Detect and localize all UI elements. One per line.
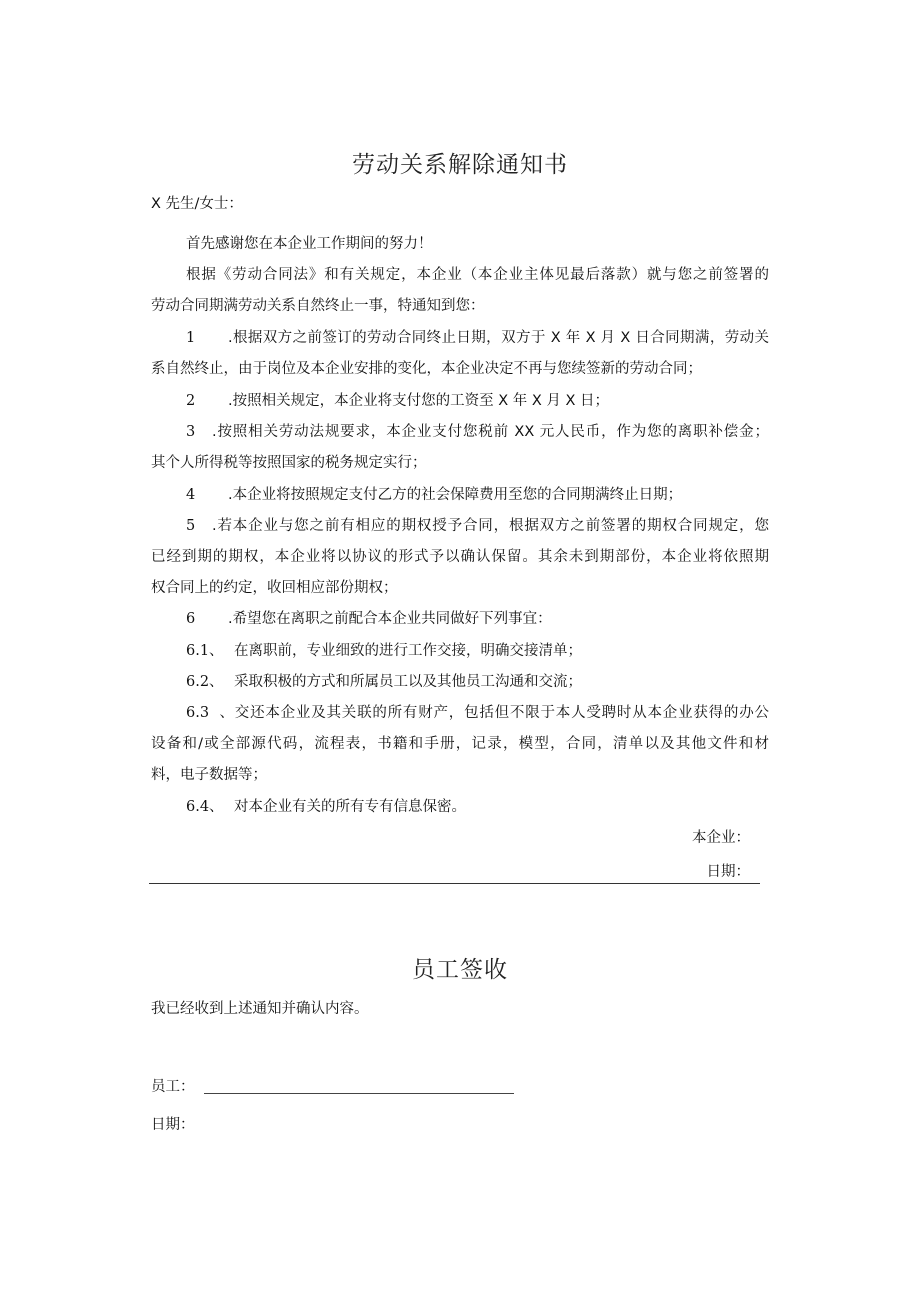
receipt-date-label: 日期： xyxy=(151,1117,195,1133)
item-1-line-1: 1 .根据双方之前签订的劳动合同终止日期，双方于 X 年 X 月 X 日合同期满，劳动关 xyxy=(186,330,769,346)
item-5-line-1: 5 .若本企业与您之前有相应的期权授予合同，根据双方之前签署的期权合同规定，您 xyxy=(186,518,769,534)
subitem-6-4: 6.4、 对本企业有关的所有专有信息保密。 xyxy=(186,799,466,815)
subitem-6-4-number: 6.4、 xyxy=(186,799,224,815)
subitem-6-2-number: 6.2、 xyxy=(186,674,224,690)
notice-date-label: 日期： xyxy=(706,864,750,880)
item-5-line-3: 权合同上的约定，收回相应部份期权； xyxy=(151,580,398,596)
item-5-line-2: 已经到期的期权，本企业将以协议的形式予以确认保留。其余未到期部份，本企业将依照期 xyxy=(151,549,769,565)
intro-line-1: 根据《劳动合同法》和有关规定，本企业（本企业主体见最后落款）就与您之前签署的 xyxy=(186,267,769,283)
subitem-6-1: 6.1、 在离职前，专业细致的进行工作交接，明确交接清单； xyxy=(186,643,582,659)
employee-signature-line xyxy=(204,1093,514,1094)
salutation: X 先生/女士： xyxy=(151,196,243,212)
receipt-title: 员工签收 xyxy=(412,957,508,983)
item-5-number: 5 xyxy=(186,518,196,534)
item-4-line-1: 4 .本企业将按照规定支付乙方的社会保障费用至您的合同期满终止日期； xyxy=(186,487,683,503)
item-2-line-1: 2 .按照相关规定，本企业将支付您的工资至 X 年 X 月 X 日； xyxy=(186,393,610,409)
item-4-number: 4 xyxy=(186,487,196,503)
item-1-number: 1 xyxy=(186,330,196,346)
employee-label: 员工： xyxy=(151,1079,195,1095)
subitem-6-1-number: 6.1、 xyxy=(186,643,224,659)
item-6-number: 6 xyxy=(186,611,196,627)
item-3-line-1: 3 .按照相关劳动法规要求，本企业支付您税前 XX 元人民币，作为您的离职补偿金； xyxy=(186,424,769,440)
intro-line-2: 劳动合同期满劳动关系自然终止一事，特通知到您： xyxy=(151,298,485,314)
company-signature-label: 本企业： xyxy=(692,830,750,846)
thanks-paragraph: 首先感谢您在本企业工作期间的努力！ xyxy=(186,236,433,252)
subitem-6-2: 6.2、 采取积极的方式和所属员工以及其他员工沟通和交流； xyxy=(186,674,582,690)
subitem-6-3-number: 6.3、 xyxy=(186,705,234,721)
item-3-line-2: 其个人所得税等按照国家的税务规定实行； xyxy=(151,455,427,471)
receipt-statement: 我已经收到上述通知并确认内容。 xyxy=(151,1001,369,1017)
subitem-6-3-line-2: 设备和/或全部源代码，流程表，书籍和手册，记录，模型，合同，清单以及其他文件和材 xyxy=(151,736,769,752)
item-2-number: 2 xyxy=(186,393,196,409)
subitem-6-3-line-1: 6.3、交还本企业及其关联的所有财产，包括但不限于本人受聘时从本企业获得的办公 xyxy=(186,705,769,721)
item-6-line-1: 6 .希望您在离职之前配合本企业共同做好下列事宜： xyxy=(186,611,552,627)
section-divider xyxy=(149,883,760,884)
item-3-number: 3 xyxy=(186,424,196,440)
item-1-line-2: 系自然终止，由于岗位及本企业安排的变化，本企业决定不再与您续签新的劳动合同； xyxy=(151,361,702,377)
notice-title: 劳动关系解除通知书 xyxy=(352,152,568,178)
subitem-6-3-line-3: 料，电子数据等； xyxy=(151,767,267,783)
